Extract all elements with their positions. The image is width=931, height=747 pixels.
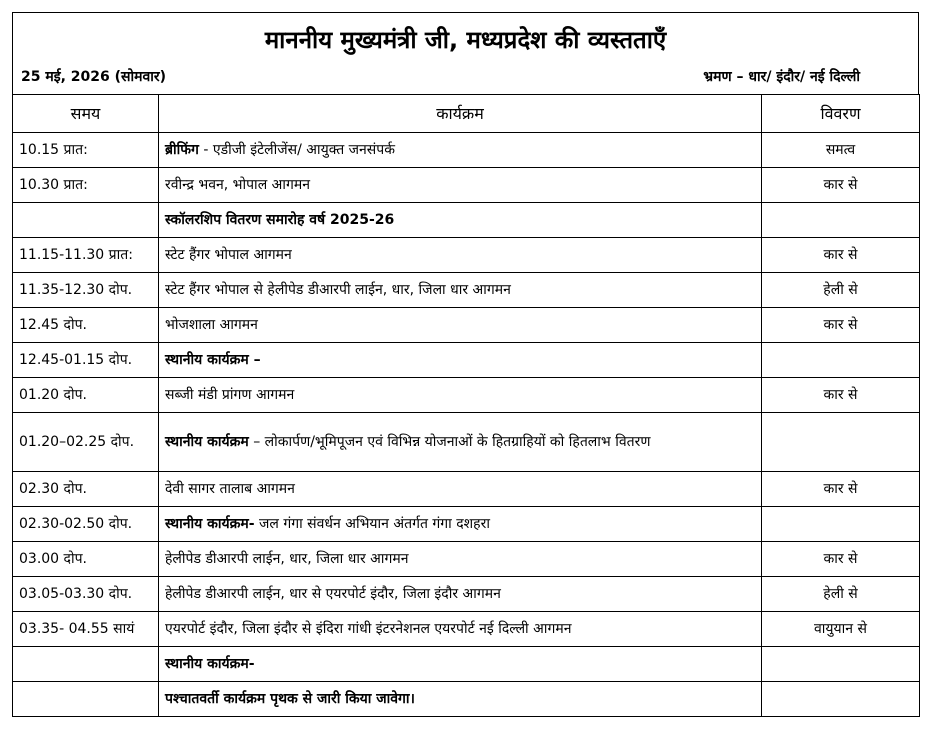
row-travel-mode: हेली से [762,577,920,612]
row-time: 10.30 प्रात: [13,168,159,203]
row-time: 11.15-11.30 प्रात: [13,238,159,273]
table-row [13,238,920,273]
table-row [13,472,920,507]
row-time: 03.35- 04.55 सायं [13,612,159,647]
table-row [13,343,920,378]
document-header [12,12,919,94]
programme-text: भोजशाला आगमन [165,317,258,333]
row-time: 01.20 दोप. [13,378,159,413]
row-travel-mode: कार से [762,378,920,413]
row-programme [159,273,762,308]
row-time: 01.20–02.25 दोप. [13,413,159,472]
column-header-programme: कार्यक्रम [159,95,762,133]
programme-heading: स्थानीय कार्यक्रम- [165,656,255,672]
programme-text: हेलीपेड डीआरपी लाईन, धार से एयरपोर्ट इंदौर, जिला इंदौर आगमन [165,586,501,602]
row-time: 12.45-01.15 दोप. [13,343,159,378]
row-programme [159,647,762,682]
row-programme [159,203,762,238]
row-travel-mode: कार से [762,472,920,507]
table-row [13,273,920,308]
row-travel-mode: हेली से [762,273,920,308]
programme-heading: पश्चातवर्ती कार्यक्रम पृथक से जारी किया जावेगा। [165,691,415,707]
row-time: 02.30-02.50 दोप. [13,507,159,542]
programme-text: स्टेट हैंगर भोपाल आगमन [165,247,292,263]
programme-heading: स्थानीय कार्यक्रम [165,434,249,450]
row-programme [159,168,762,203]
row-travel-mode [762,682,920,717]
row-travel-mode [762,343,920,378]
table-row [13,133,920,168]
programme-text: सब्जी मंडी प्रांगण आगमन [165,387,295,403]
column-header-time: समय [13,95,159,133]
row-programme [159,238,762,273]
programme-text: रवीन्द्र भवन, भोपाल आगमन [165,177,310,193]
table-header-row [13,95,920,133]
programme-text: जल गंगा संवर्धन अभियान अंतर्गत गंगा दशहरा [254,516,490,532]
table-row [13,203,920,238]
table-row [13,413,920,472]
table-row [13,308,920,343]
tour-locations: भ्रमण – धार/ इंदौर/ नई दिल्ली [703,69,860,85]
row-travel-mode: कार से [762,168,920,203]
programme-text: हेलीपेड डीआरपी लाईन, धार, जिला धार आगमन [165,551,409,567]
table-row [13,168,920,203]
row-travel-mode [762,647,920,682]
row-programme [159,577,762,612]
table-row [13,507,920,542]
page-title: माननीय मुख्यमंत्री जी, मध्यप्रदेश की व्यस्तताएँ [264,26,667,54]
row-travel-mode: कार से [762,238,920,273]
row-travel-mode: समत्व [762,133,920,168]
table-row [13,612,920,647]
row-programme [159,542,762,577]
row-time: 11.35-12.30 दोप. [13,273,159,308]
row-programme [159,472,762,507]
table-row [13,378,920,413]
programme-text: – लोकार्पण/भूमिपूजन एवं विभिन्न योजनाओं के हितग्राहियों को हितलाभ वितरण [248,434,651,450]
row-travel-mode [762,203,920,238]
programme-heading: स्कॉलरशिप वितरण समारोह वर्ष 2025-26 [165,212,395,228]
programme-text: स्टेट हैंगर भोपाल से हेलीपेड डीआरपी लाईन, धार, जिला धार आगमन [165,282,511,298]
row-time: 02.30 दोप. [13,472,159,507]
row-travel-mode: कार से [762,542,920,577]
table-row [13,542,920,577]
schedule-table [12,94,920,717]
schedule-document [12,12,919,717]
table-row [13,577,920,612]
row-programme [159,378,762,413]
programme-heading: ब्रीफिंग [165,142,199,158]
row-time: 12.45 दोप. [13,308,159,343]
row-time [13,682,159,717]
table-row [13,647,920,682]
row-programme [159,343,762,378]
row-programme [159,413,762,472]
programme-text: एयरपोर्ट इंदौर, जिला इंदौर से इंदिरा गांधी इंटरनेशनल एयरपोर्ट नई दिल्ली आगमन [165,621,572,637]
row-travel-mode [762,507,920,542]
row-time: 10.15 प्रात: [13,133,159,168]
row-programme [159,682,762,717]
table-row [13,682,920,717]
column-header-details: विवरण [762,95,920,133]
programme-text: देवी सागर तालाब आगमन [165,481,295,497]
row-programme [159,507,762,542]
row-programme [159,308,762,343]
row-programme [159,133,762,168]
schedule-rows [13,133,920,717]
row-time [13,203,159,238]
row-programme [159,612,762,647]
programme-heading: स्थानीय कार्यक्रम- [165,516,255,532]
schedule-date: 25 मई, 2026 (सोमवार) [21,69,167,85]
programme-heading: स्थानीय कार्यक्रम – [165,352,261,368]
row-travel-mode: वायुयान से [762,612,920,647]
row-time: 03.00 दोप. [13,542,159,577]
row-time: 03.05-03.30 दोप. [13,577,159,612]
programme-text: - एडीजी इंटेलीजेंस/ आयुक्त जनसंपर्क [198,142,395,158]
row-time [13,647,159,682]
row-travel-mode: कार से [762,308,920,343]
row-travel-mode [762,413,920,472]
